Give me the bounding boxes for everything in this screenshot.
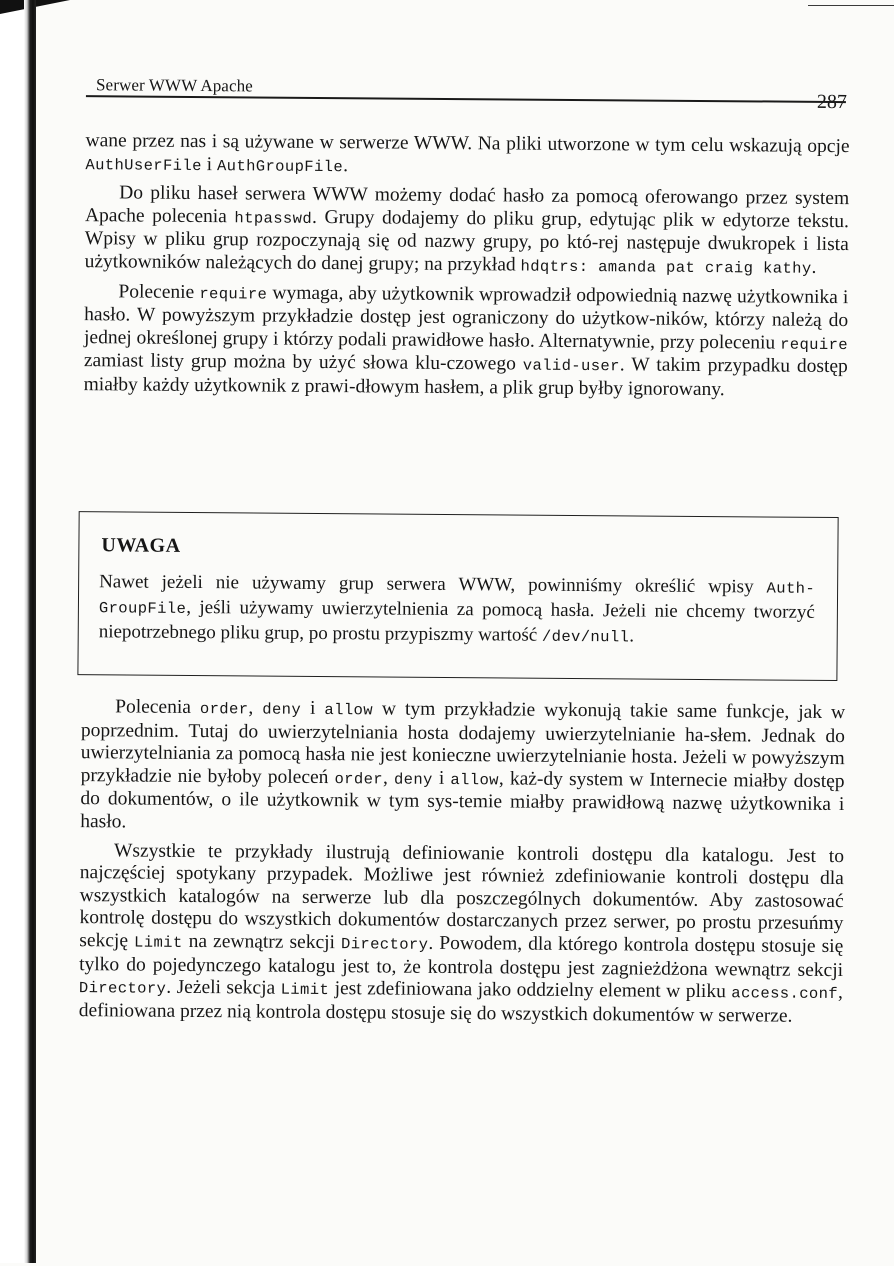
inline-code: deny: [262, 700, 302, 719]
paragraph: [85, 130, 849, 182]
inline-code: Directory: [78, 979, 167, 998]
text-run: Wszystkie te przykłady ilustrują definiowanie kontroli dostępu dla katalogu. Jest to najczęściej spotykany przypadek. Możliwe jest również zdefiniowanie kontroli dostępu dla wszystkich katalogów na serwerze lub dla poszczególnych dokumentów. Aby zastosować kontrolę dostępu do wszystkich dokumentów dostarczanych przez serwer, po prostu przesuńmy sekcję: [79, 839, 845, 952]
inline-code: allow: [324, 701, 374, 720]
inline-code: AuthGroupFile: [216, 156, 344, 176]
note-title: UWAGA: [101, 534, 181, 557]
note-text: [99, 570, 816, 651]
paragraph: [84, 281, 849, 403]
text-run: . Jeżeli sekcja: [166, 976, 281, 999]
text-run: .: [629, 625, 635, 647]
text-run: , każ-dy system w Internecie miałby dostęp do dokumentów, o ile użytkownik w tym sys-temie miałby prawidłową nazwę użytkownika i hasło.: [80, 768, 845, 833]
text-run: . Powodem, dla którego kontrola dostępu stosuje się tylko do pojedynczego katalogu jest to, że kontrola dostępu jest zagnieżdżona wewnątrz sekcji: [79, 932, 844, 981]
text-run: i: [432, 767, 451, 789]
inline-code: order: [334, 769, 384, 789]
text-block-top: [84, 130, 850, 403]
text-run: w tym przykładzie wykonują takie same funkcje, jak w poprzednim. Tutaj do uwierzytelniania hosta dodajemy uwierzytelnianie ha-słem. Jednak do uwierzytelniania za pomocą hasła nie jest konieczne uwierzytelnianie hosta. Jeżeli w powyższym przykładzie nie byłoby poleceń: [80, 698, 846, 788]
text-run: ,: [248, 697, 263, 719]
inline-code: require: [780, 335, 849, 354]
text-run: i: [301, 697, 325, 720]
inline-code: access.conf: [731, 984, 839, 1004]
inline-code: Directory: [340, 935, 429, 954]
text-run: Do pliku haseł serwera WWW możemy dodać hasło za pomocą oferowango przez system Apache polecenia: [84, 182, 850, 228]
text-run: . W takim przypadku dostęp miałby każdy użytkownik z prawi-dłowym hasłem, a plik grup byłby ignorowany.: [83, 354, 848, 401]
text-run: Polecenie: [118, 280, 200, 303]
text-run: , definiowana przez nią kontrola dostępu stosuje się do wszystkich dokumentów w serwerze.: [78, 982, 843, 1027]
text-block-bottom: [79, 696, 846, 1028]
text-run: Polecenia: [115, 696, 201, 719]
inline-code: Limit: [134, 933, 183, 952]
paragraph: [79, 840, 844, 1029]
text-run: Nawet jeżeli nie używamy grup serwera WWW, powinniśmy określić wpisy: [99, 571, 767, 598]
paragraph: [85, 182, 850, 280]
text-run: , jeśli używamy uwierzytelnienia za pomocą hasła. Jeżeli nie chcemy tworzyć niepotrzebnego pliku grup, po prostu przypiszmy wartość: [98, 596, 815, 646]
inline-code: htpasswd: [234, 209, 313, 228]
text-run: . Grupy dodajemy do pliku grup, edytując plik w edytorze tekstu. Wpisy w pliku grup rozpoczynają się od nazwy grupy, po któ-rej następuje dwukropek i lista użytkowników należących do danej grupy; na przykład: [84, 206, 850, 276]
paragraph: [80, 696, 845, 840]
page-number: 287: [816, 90, 848, 114]
text-run: na zewnątrz sekcji: [182, 930, 342, 954]
inline-code: Limit: [280, 980, 330, 1000]
inline-code: order: [199, 700, 249, 719]
inline-code: Auth-GroupFile: [98, 579, 816, 618]
text-run: .: [343, 154, 349, 176]
inline-code: hdqtrs: amanda pat craig kathy: [520, 257, 812, 278]
text-run: i: [201, 153, 218, 175]
text-run: ,: [382, 767, 395, 789]
inline-code: AuthUserFile: [85, 155, 202, 175]
inline-code: /dev/null: [541, 627, 630, 647]
text-run: wane przez nas i są używane w serwerze WWW. Na pliki utworzone w tym celu wskazują opcje: [85, 130, 850, 158]
inline-code: valid-user: [522, 356, 620, 376]
text-run: jest zdefiniowana jako oddzielny element w pliku: [329, 978, 732, 1003]
inline-code: allow: [450, 770, 499, 790]
inline-code: require: [199, 284, 268, 304]
text-run: zamiast listy grup można by użyć słowa klu-czowego: [83, 350, 523, 375]
note-box: [77, 511, 838, 681]
running-title: Serwer WWW Apache: [95, 75, 253, 96]
text-run: wymaga, aby użytkownik wprowadził odpowiednią nazwę użytkownika i hasło. W powyższym przykładzie dostęp jest ograniczony do użytkow-ników, którzy należą do jednej określonej grupy i którzy podali prawidłowe hasło. Alternatywnie, przy poleceniu: [83, 282, 849, 354]
text-run: .: [811, 256, 817, 278]
inline-code: deny: [393, 770, 433, 789]
